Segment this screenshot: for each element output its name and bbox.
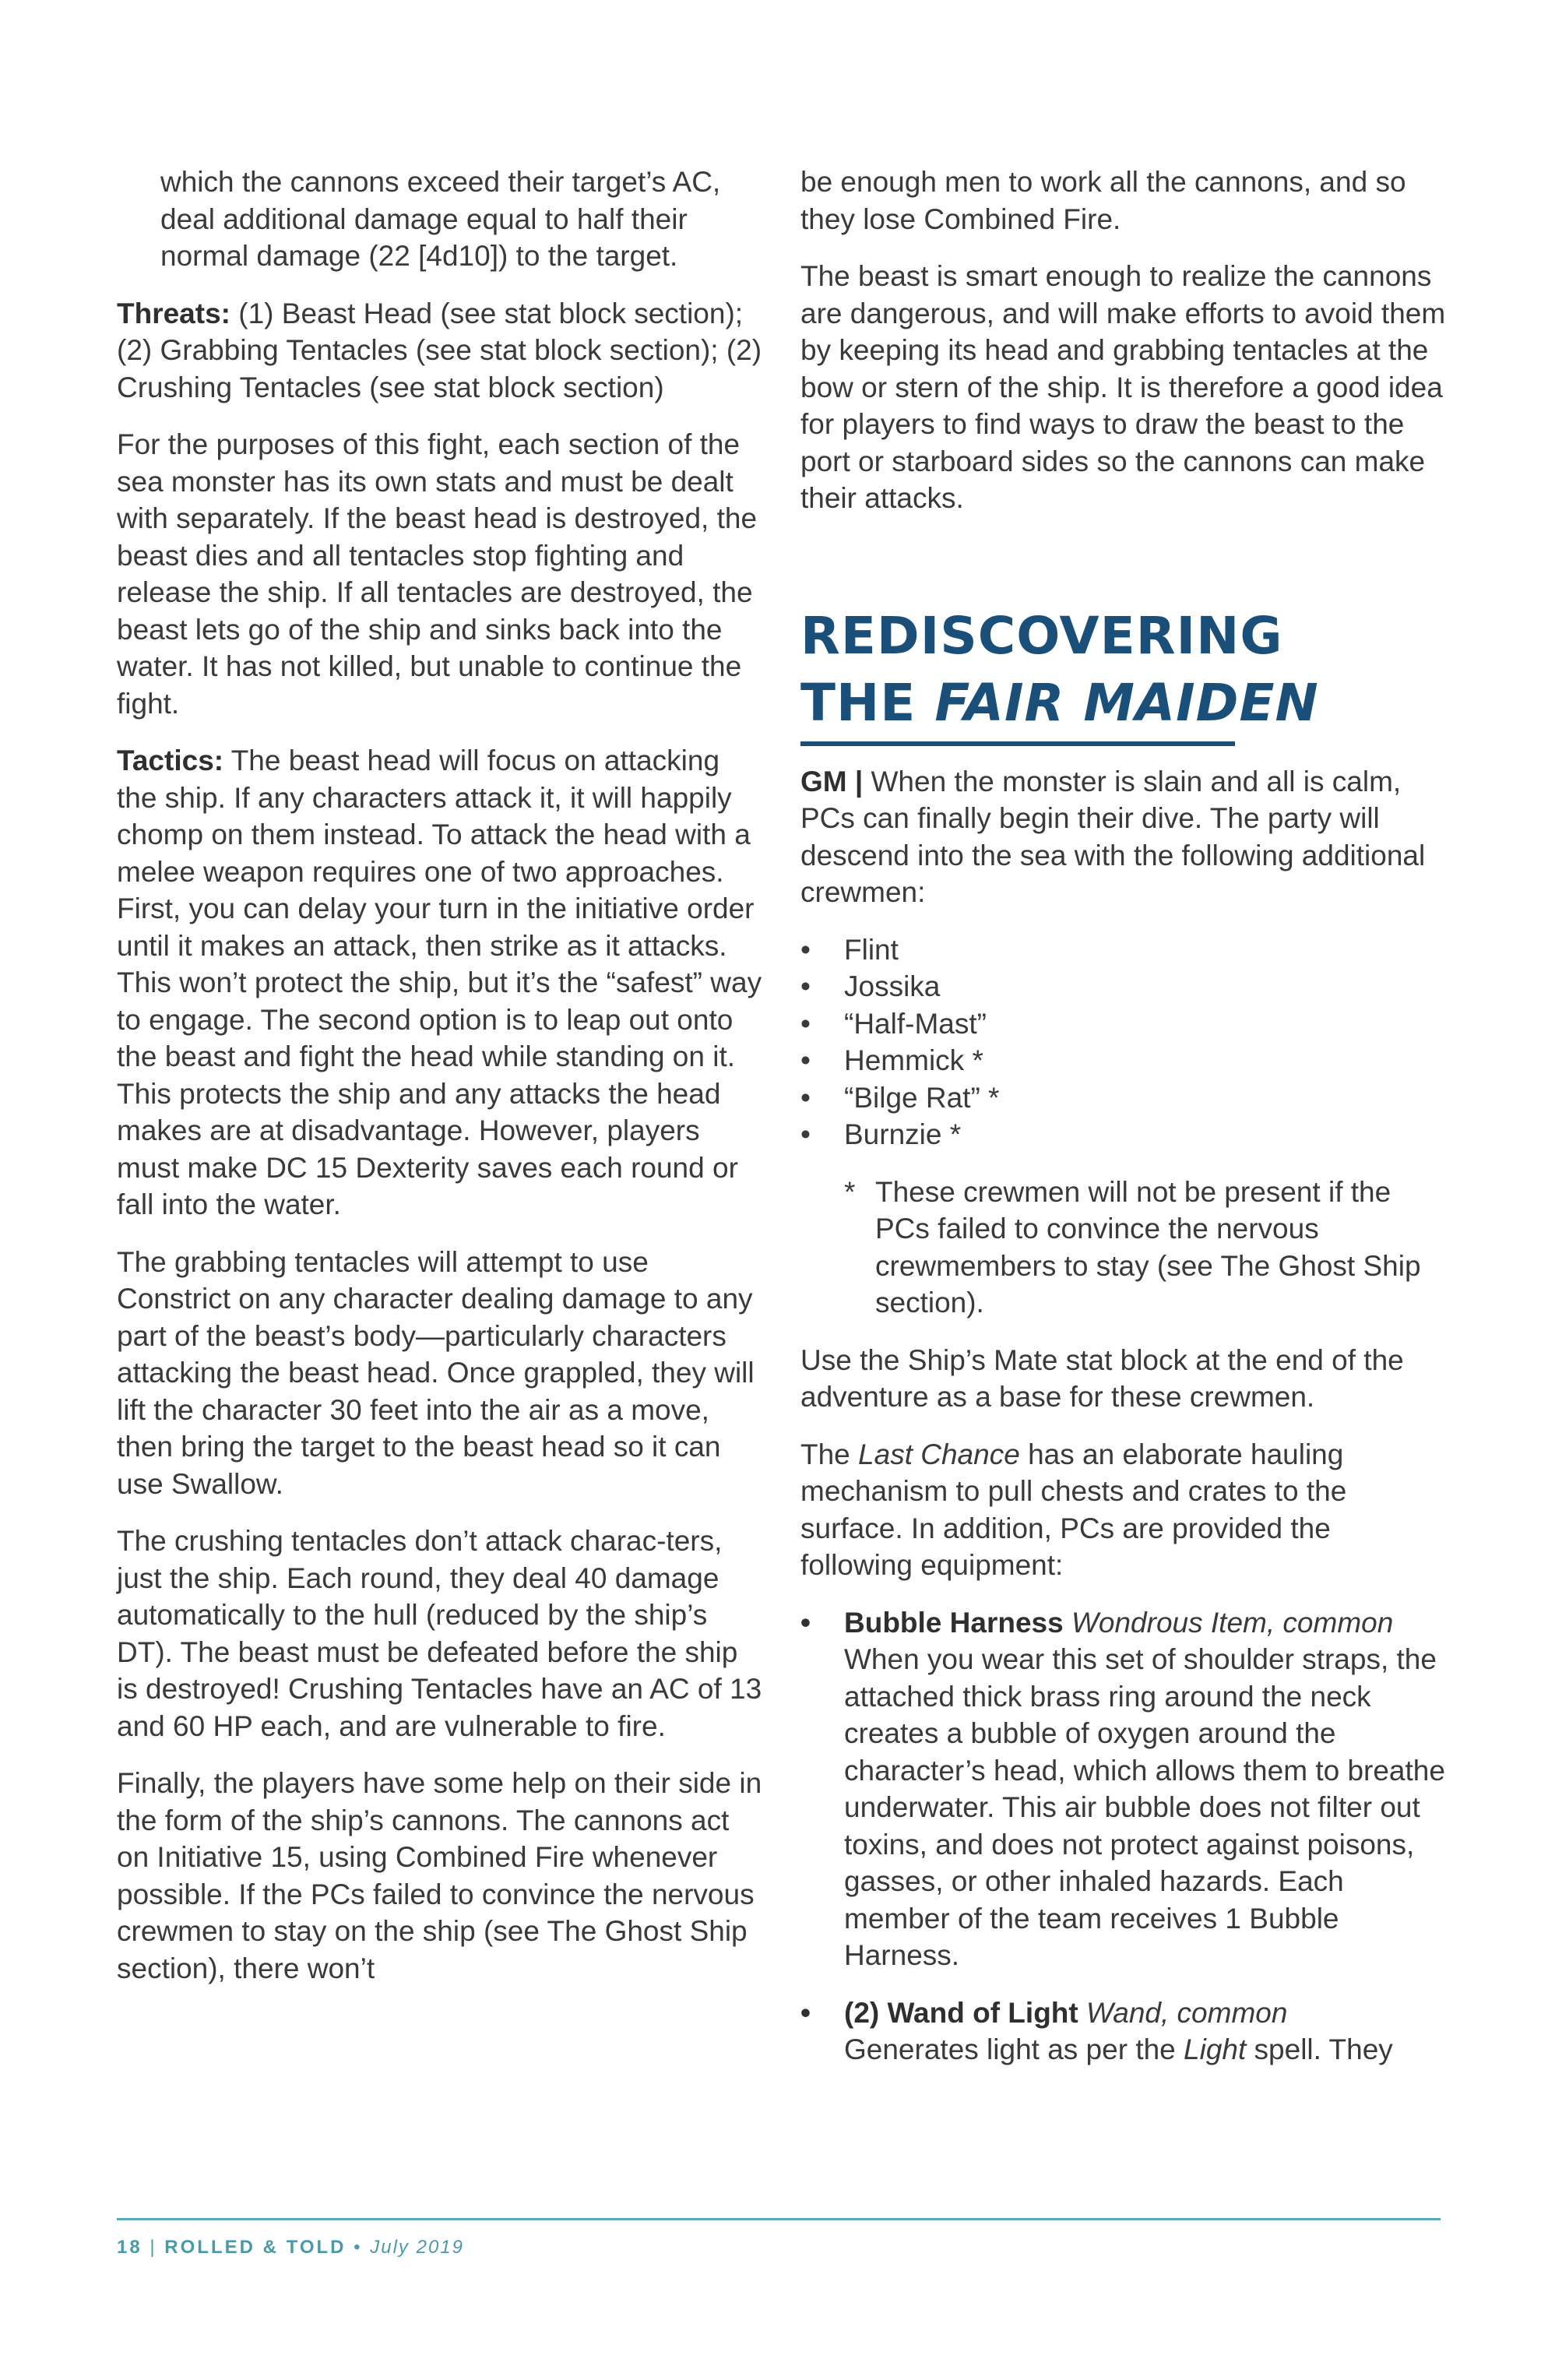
equipment-list [800, 1604, 1447, 2068]
bullet-icon: • [800, 1081, 811, 1114]
crew-item: • Hemmick * [800, 1042, 1447, 1079]
tactics-label: Tactics: [117, 745, 224, 776]
heading-line-2a: THE [800, 672, 935, 733]
cannons-continuation: be enough men to work all the cannons, and so they lose Combined Fire. [800, 166, 1406, 235]
crew-item: • “Bilge Rat” * [800, 1079, 1447, 1117]
bullet-icon: • [800, 1007, 811, 1040]
bullet-icon: • [800, 1606, 811, 1639]
tactics-paragraph [117, 742, 763, 1223]
section-heading [800, 603, 1447, 737]
footer-dot-icon: • [354, 2237, 363, 2258]
purposes-paragraph: For the purposes of this fight, each section of the sea monster has its own stats and must be dealt with separately. If the beast head is destroyed, the beast dies and all tentacles stop fighting and release the ship. If all tentacles are destroyed, the beast lets go of the ship and sinks back into the water. It has not killed, but unable to continue the fight. [117, 428, 758, 720]
right-column [800, 164, 1447, 2089]
tactics-text: The beast head will focus on attacking the ship. If any characters attack it, it will happily chomp on them instead. To attack the head with a melee weapon requires one of two approaches. First, you can delay your turn in the initiative order until it makes an attack, then strike as it attacks. This won’t protect the ship, but it’s the “safest” way to engage. The second option is to leap out onto the beast and fight the head while standing on it. This protects the ship and any attacks the head makes are at disadvantage. However, players must make DC 15 Dexterity saves each round or fall into the water. [117, 745, 762, 1220]
publication-name: ROLLED & TOLD [164, 2237, 347, 2258]
item-type: Wand, common [1086, 1996, 1288, 2029]
equipment-item [800, 1994, 1447, 2068]
footnote-text: These crewmen will not be present if the PCs failed to convince the nervous crewmembers to stay (see The Ghost Ship section). [875, 1175, 1421, 1319]
item-name: (2) Wand of Light [844, 1996, 1078, 2029]
cannons-rule-continuation: which the cannons exceed their target’s AC, deal additional damage equal to half their normal damage (22 [4d10]) to the target. [160, 166, 721, 272]
crew-item: • Jossika [800, 968, 1447, 1005]
footer-rule [117, 2218, 1441, 2220]
bullet-icon: • [800, 933, 811, 966]
gm-text: When the monster is slain and all is calm, PCs can finally begin their dive. The party will descend into the sea with the following additional crewmen: [800, 765, 1426, 908]
issue-date: July 2019 [370, 2237, 464, 2258]
page-footer [117, 2237, 464, 2259]
spell-name: Light [1184, 2033, 1247, 2065]
item-description: Generates light as per the Light spell. They [844, 2033, 1393, 2065]
heading-underline [800, 741, 1235, 746]
crew-item: • Burnzie * [800, 1116, 1447, 1153]
last-chance-paragraph: The Last Chance has an elaborate hauling mechanism to pull chests and crates to the surface. In addition, PCs are provided the following equipment: [800, 1438, 1347, 1581]
heading-line-1: REDISCOVERING [800, 605, 1283, 666]
beast-smart-paragraph: The beast is smart enough to realize the cannons are dangerous, and will make efforts to avoid them by keeping its head and grabbing tentacles at the bow or stern of the ship. It is therefore a good idea for players to find ways to draw the beast to the port or starboard sides so the cannons can make their attacks. [800, 260, 1446, 514]
item-name: Bubble Harness [844, 1606, 1064, 1639]
crew-footnote [800, 1174, 1447, 1322]
bullet-icon: • [800, 1996, 811, 2029]
grabbing-paragraph: The grabbing tentacles will attempt to use Constrict on any character dealing damage to any part of the beast’s body—particularly characters attacking the beast head. Once grappled, they will lift the character 30 feet into the air as a move, then bring the target to the beast head so it can use Swallow. [117, 1245, 755, 1500]
gm-label: GM | [800, 765, 864, 797]
ship-name: Last Chance [858, 1438, 1020, 1470]
left-column [117, 164, 763, 2007]
footer-separator: | [150, 2237, 157, 2258]
crew-item: • “Half-Mast” [800, 1005, 1447, 1043]
item-type: Wondrous Item, common [1071, 1606, 1394, 1639]
threats-text: (1) Beast Head (see stat block section); (2) Grabbing Tentacles (see stat block section); (2) Crushing Tentacles (see stat block section) [117, 297, 762, 403]
gm-paragraph [800, 763, 1447, 911]
threats-label: Threats: [117, 297, 230, 329]
bullet-icon: • [800, 1118, 811, 1150]
finally-paragraph: Finally, the players have some help on their side in the form of the ship’s cannons. The cannons act on Initiative 15, using Combined Fire whenever possible. If the PCs failed to convince the nervous crewmen to stay on the ship (see The Ghost Ship section), there won’t [117, 1767, 762, 1984]
equipment-item [800, 1604, 1447, 1974]
asterisk-icon: * [844, 1175, 856, 1208]
threats-paragraph [117, 295, 763, 407]
crew-item: • Flint [800, 931, 1447, 969]
bullet-icon: • [800, 1044, 811, 1076]
bullet-icon: • [800, 970, 811, 1002]
item-description: When you wear this set of shoulder straps, the attached thick brass ring around the neck creates a bubble of oxygen around the character’s head, which allows them to breathe underwater. This air bubble does not filter out toxins, and does not protect against poisons, gasses, or other inhaled hazards. Each member of the team receives 1 Bubble Harness. [844, 1643, 1445, 1971]
crushing-paragraph: The crushing tentacles don’t attack charac-ters, just the ship. Each round, they deal 40 damage automatically to the hull (reduced by the ship’s DT). The beast must be defeated before the ship is destroyed! Crushing Tentacles have an AC of 13 and 60 HP each, and are vulnerable to fire. [117, 1525, 762, 1742]
crew-list [800, 931, 1447, 1153]
page-number: 18 [117, 2237, 142, 2258]
heading-line-2b: FAIR MAIDEN [934, 672, 1319, 733]
ships-mate-paragraph: Use the Ship’s Mate stat block at the end of the adventure as a base for these crewmen. [800, 1343, 1404, 1413]
